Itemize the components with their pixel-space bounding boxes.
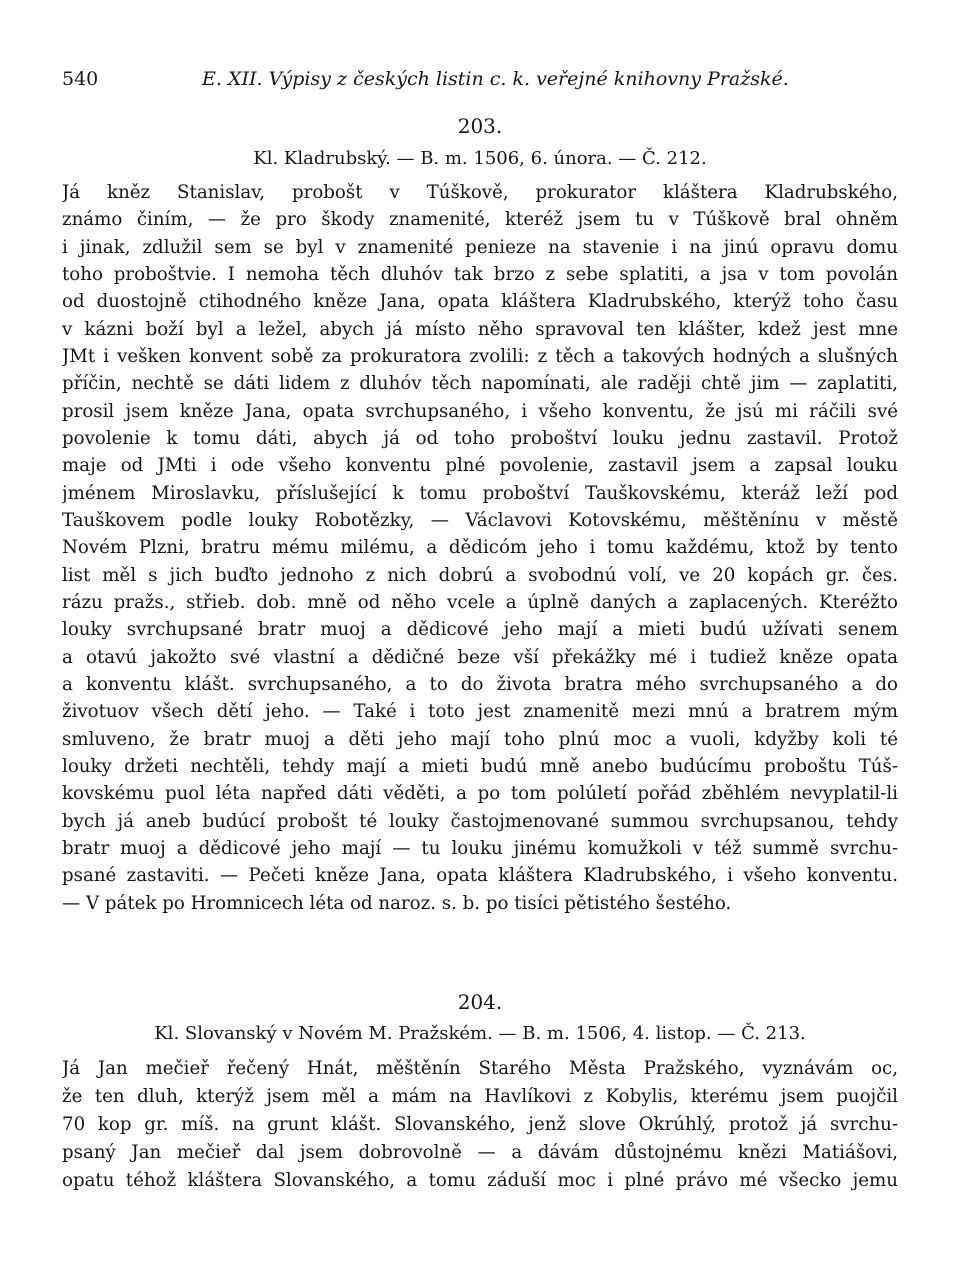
text-line: Tauškovem podle louky Robotězky, — Václavovi Kotovskému, měštěnínu v městě xyxy=(62,510,898,531)
text-line: bych já aneb budúcí probošt té louky častojmenované summou svrchupsanou, tehdy xyxy=(62,811,898,832)
text-line: psaný Jan mečieř dal jsem dobrovolně — a dávám důstojnému knězi Matiášovi, xyxy=(62,1142,898,1163)
text-line: jménem Miroslavku, příslušející k tomu proboštví Tauškovskému, kteráž leží pod xyxy=(62,483,898,504)
text-line: louky držeti nechtěli, tehdy mají a mieti budú mně anebo budúcímu proboštu Túš- xyxy=(62,756,898,777)
entry-number: 203. xyxy=(457,114,503,138)
text-line: Novém Plzni, bratru mému milému, a dědicóm jeho i tomu každému, ktož by tento xyxy=(62,537,898,558)
text-line: a otavú jakožto své vlastní a dědičné beze vší překážky mé i tudiež kněze opata xyxy=(62,647,898,668)
text-line: rázu pražs., střieb. dob. mně od něho vcele a úplně daných a zaplacených. Kteréžto xyxy=(62,592,898,613)
text-line: i jinak, zdlužil sem se byl v znamenité penieze na stavenie i na jinú opravu domu xyxy=(62,237,898,258)
entry-header: Kl. Kladrubský. — B. m. 1506, 6. února. — Č. 212. xyxy=(253,148,707,169)
text-line: smluveno, že bratr muoj a děti jeho mají toho plnú moc a vuoli, kdyžby koli té xyxy=(62,729,898,750)
page-number: 540 xyxy=(62,68,99,90)
running-title: E. XII. Výpisy z českých listin c. k. veřejné knihovny Pražské. xyxy=(202,68,789,90)
text-line: od duostojně ctihodného kněze Jana, opata kláštera Kladrubského, kterýž toho času xyxy=(62,291,898,312)
text-line: Já Jan mečieř řečený Hnát, měštěnín Starého Města Pražského, vyznávám oc, xyxy=(62,1058,898,1079)
entry-header: Kl. Slovanský v Novém M. Pražském. — B. m. 1506, 4. listop. — Č. 213. xyxy=(154,1023,806,1044)
text-line: že ten dluh, kterýž jsem měl a mám na Havlíkovi z Kobylis, kterému jsem puojčil xyxy=(62,1086,898,1107)
text-line: Já kněz Stanislav, probošt v Túškově, prokurator kláštera Kladrubského, xyxy=(62,182,898,203)
entry-number: 204. xyxy=(457,990,503,1014)
text-line: 70 kop gr. míš. na grunt klášt. Slovanského, jenž slove Okrúhlý, protož já svrchu- xyxy=(62,1114,898,1135)
text-line: toho proboštvie. I nemoha těch dluhóv tak brzo z sebe splatiti, a jsa v tom povolán xyxy=(62,264,898,285)
text-line: JMt i vešken konvent sobě za prokuratora zvolili: z těch a takových hodných a slušných xyxy=(62,346,898,367)
text-line: povolenie k tomu dáti, abych já od toho proboštví louku jednu zastavil. Protož xyxy=(62,428,898,449)
text-line: psané zastaviti. — Pečeti kněze Jana, opata kláštera Kladrubského, i všeho konventu. xyxy=(62,865,898,886)
text-line: v kázni boží byl a ležel, abych já místo něho spravoval ten klášter, kdež jest mne xyxy=(62,319,898,340)
text-line: příčin, nechtě se dáti lidem z dluhóv těch napomínati, ale raději chtě jim — zaplatiti, xyxy=(62,373,898,394)
running-head xyxy=(62,64,898,94)
text-line: bratr muoj a dědicové jeho mají — tu louku jinému komužkoli v též summě svrchu- xyxy=(62,838,898,859)
text-line: maje od JMti i ode všeho konventu plné povolenie, zastavil jsem a zapsal louku xyxy=(62,455,898,476)
text-line: a konventu klášt. svrchupsaného, a to do života bratra mého svrchupsaného a do xyxy=(62,674,898,695)
text-line: životuov všech dětí jeho. — Také i toto jest znamenitě mezi mnú a bratrem mým xyxy=(62,701,898,722)
text-line: prosil jsem kněze Jana, opata svrchupsaného, i všeho konventu, že jsú mi ráčili své xyxy=(62,401,898,422)
text-line: list měl s jich buďto jednoho z nich dobrú a svobodnú volí, ve 20 kopách gr. čes. xyxy=(62,565,898,586)
text-line: louky svrchupsané bratr muoj a dědicové jeho mají a mieti budú užívati senem xyxy=(62,619,898,640)
text-line: kovskému puol léta napřed dáti věděti, a po tom polúletí pořád zběhlém nevyplatil-li xyxy=(62,783,898,804)
text-line: známo činím, — že pro škody znamenité, kteréž jsem tu v Túškově bral ohněm xyxy=(62,209,898,230)
text-line: — V pátek po Hromnicech léta od naroz. s. b. po tisíci pětistého šestého. xyxy=(62,893,732,914)
text-line: opatu téhož kláštera Slovanského, a tomu záduší moc i plné právo mé všecko jemu xyxy=(62,1170,898,1191)
